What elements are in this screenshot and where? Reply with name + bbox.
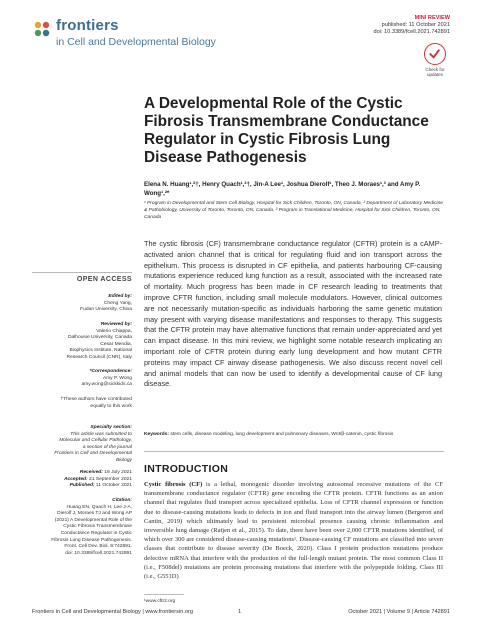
keywords-list: stem cells, disease modeling, lung development and pulmonary diseases, Wnt/β-catenin, cystic fibrosis: [170, 432, 394, 437]
brand-name: frontiers: [56, 17, 119, 34]
dates: [32, 470, 132, 490]
equal-contribution-note: †These authors have contributed equally to this work: [60, 397, 132, 409]
affiliations: ¹ Program in Developmental and Stem Cell Biology, Hospital for Sick Children, Toronto, ON, Canada, ² Department of Laboratory Medicine & Pathobiology, University of Toronto, Toronto, ON, Canada, ³ Program in Translational Medicine, Hospital for Sick Children, Toronto, ON, Canada: [144, 201, 444, 220]
citation-value: Huang EN, Quach H, Lee J-A, Dierolf J, Moraes TJ and Wong AP (2021) A Developmental Role of the Cystic Fibrosis Transmembrane Conductance Regulator in Cystic Fibrosis Lung Disease Pathogenesis. Front. Cell Dev. Biol. 9:742891. doi: 10.3389/fcell.2021.742891: [51, 504, 132, 556]
reviewed-by-label: Reviewed by:: [100, 322, 132, 327]
frontiers-logo-icon: [32, 19, 52, 39]
section-divider: [144, 451, 444, 452]
doi-link[interactable]: doi: 10.3389/fcell.2021.742891: [373, 29, 450, 35]
correspondence-value[interactable]: Amy P. Wong amy.wong@sickkids.ca: [81, 375, 132, 388]
keywords: [144, 432, 442, 439]
specialty-value: This article was submitted to Molecular and Cellular Pathology, a section of the journal Frontiers in Cell and Developmental Biology: [54, 431, 132, 463]
accepted-date: 21 September 2021: [89, 476, 132, 482]
edited-by-label: Edited by:: [108, 294, 132, 299]
sidebar-divider: [32, 272, 132, 273]
citation-label: Citation:: [112, 498, 132, 503]
checkmark-icon: [425, 44, 444, 63]
footer-issue: October 2021 | Volume 9 | Article 742891: [348, 609, 450, 615]
edited-by-value: Cheng Yang, Fudan University, China: [80, 300, 132, 313]
published-label: Published:: [69, 483, 95, 489]
specialty-label: Specialty section:: [90, 425, 132, 430]
abstract: The cystic fibrosis (CF) transmembrane conductance regulator (CFTR) protein is a cAMP-activated anion channel that is critical for regulating fluid and ion transport across the epithelium. This process is disrupted in CF epithelia, and patients harbouring CF-causing mutations experience reduced lung function as a result, associated with the increased rate of mortality. Much progress has been made in CF research leading to treatments that improve CFTR function, including small molecule modulators. However, clinical outcomes are not necessarily mutation-specific as individuals harboring the same genetic mutation may present with varying disease manifestations and responses to therapy. This suggests that the CFTR protein may have alternative functions that remain under-appreciated and yet can impact disease. In this mini review, we highlight some notable research implicating an important role of CFTR protein during early lung development and how mutant CFTR proteins may impact CF airway disease pathogenesis. We also discuss recent novel cell and animal models that can now be used to identify a developmental cause of CF lung disease.: [144, 239, 442, 389]
journal-logo[interactable]: [32, 17, 216, 57]
article-type: MINI REVIEW: [414, 15, 450, 21]
footer-journal[interactable]: Frontiers in Cell and Developmental Biology | www.frontiersin.org: [32, 609, 193, 615]
footnote-divider: [144, 594, 184, 595]
published-date: published: 11 October 2021: [381, 22, 450, 28]
article-meta: [373, 15, 450, 36]
keywords-label: Keywords:: [144, 432, 170, 437]
reviewed-by: [32, 322, 132, 362]
citation: [32, 498, 132, 557]
author-list: Elena N. Huang¹,²†, Henry Quach¹,²†, Jin-A Lee¹, Joshua Dierolf¹, Theo J. Moraes¹,³ and Amy P. Wong¹,²*: [144, 181, 421, 197]
intro-body: is a lethal, monogenic disorder involving autosomal recessive mutations of the CF transmembrane conductance regulator (CFTR) gene encoding the CFTR protein. CFTR functions as an anion channel that regulates fluid transport across specialized epithelia. Loss of CFTR channel expression or function due to disease-causing mutations leads to defects in ion and fluid transport into the airway lumen (Bergeron and Cantin, 2019) which ultimately lead to persistent microbial presence causing chronic inflammation and irreversible lung damage (Ratjen et al., 2015). To date, there have been over 2,000 CFTR mutations identified, of which over 300 are considered disease-causing mutations¹. Disease-causing CF mutations are classified into seven classes that contribute to disease severity (De Boeck, 2020). Class I protein production mutations produce defective mRNA that interfere with the production of the full-length mutant protein. The most common Class II (i.e., F508del) mutations are protein processing mutations that interfere with the polypeptide folding. Class III (i.e., G551D): [144, 481, 443, 581]
received-date: 19 July 2021: [104, 470, 132, 475]
edited-by: [32, 294, 132, 314]
correspondence: [32, 369, 132, 389]
introduction-heading: INTRODUCTION: [144, 463, 229, 475]
correspondence-label: *Correspondence:: [89, 369, 132, 374]
introduction-text: [144, 480, 443, 581]
received-label: Received:: [79, 470, 103, 475]
check-updates-label[interactable]: Check for updates: [425, 67, 445, 77]
article-title: A Developmental Role of the Cystic Fibrosis Transmembrane Conductance Regulator in Cystic Fibrosis Lung Disease Pathogenesis: [144, 95, 429, 166]
footnote[interactable]: ¹www.cftr2.org: [144, 599, 176, 604]
open-access-label: OPEN ACCESS: [76, 276, 132, 283]
intro-lead: Cystic fibrosis (CF): [144, 481, 203, 488]
published-date-side: 11 October 2021: [95, 483, 132, 489]
check-updates-icon[interactable]: [424, 43, 446, 65]
journal-name: in Cell and Developmental Biology: [56, 36, 216, 48]
accepted-label: Accepted:: [64, 476, 88, 482]
specialty-section: [32, 425, 132, 465]
page-number: 1: [238, 609, 242, 615]
reviewed-by-value: Valerio Chiappa, Dalhousie University, Canada Cesar Mendia, Biophysics Institute, National Research Council (CNR), Italy: [66, 328, 132, 360]
